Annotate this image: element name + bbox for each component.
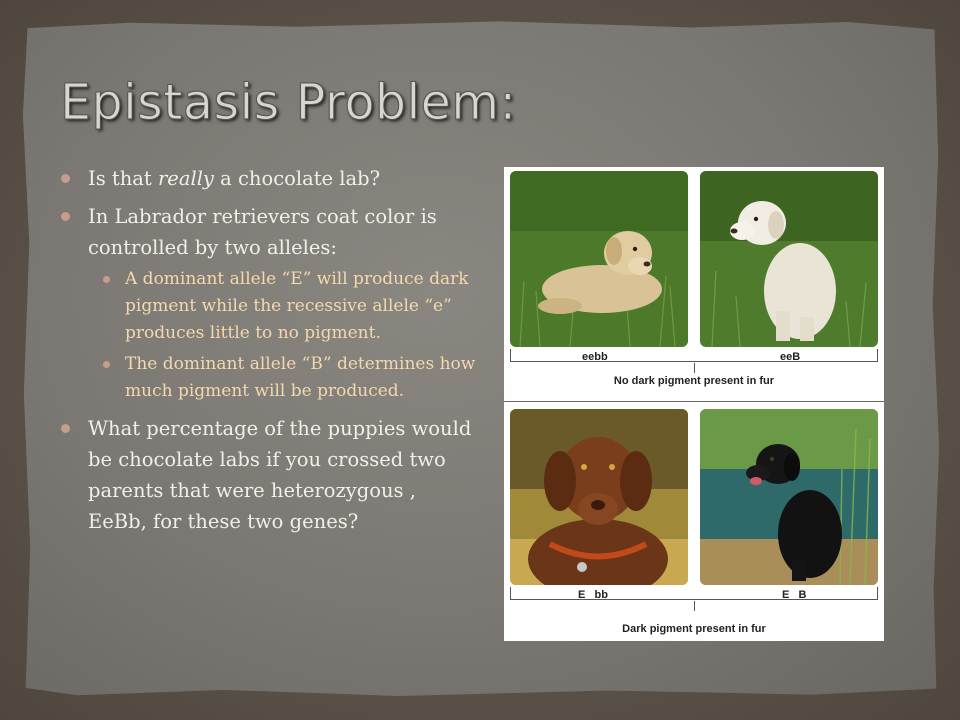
bullet-text-suffix: a chocolate lab? [213,167,381,190]
photo-yellow-lab-lying [510,171,688,347]
genotype-label-eebb: eebb [582,351,608,363]
figure-divider [504,401,884,402]
labrador-genotype-figure [504,167,884,641]
sub-bullet-dot-icon [103,361,110,368]
caption-no-dark-pigment: No dark pigment present in fur [613,375,775,387]
sub-bullet-allele-b [88,351,478,405]
bullet-dot-icon [61,424,70,433]
caption-dark-pigment: Dark pigment present in fur [622,623,766,635]
genotype-label-E-B: E B [782,589,807,601]
slide-title: Epistasis Problem: [60,74,517,131]
genotype-label-eeB: eeB [780,351,801,363]
bullet-dot-icon [61,212,70,221]
bullet-question [58,413,478,537]
main-bullet-list [58,163,478,537]
genotype-bracket-bottom [510,587,878,600]
photo-cream-lab-sitting [700,171,878,347]
sub-bullet-allele-e [88,266,478,347]
bracket-tick [694,363,695,373]
genotype-bracket-top [510,349,878,362]
bullet-text: In Labrador retrievers coat color is controlled by two alleles: [88,205,437,259]
sub-bullet-list [88,266,478,405]
photo-black-lab [700,409,878,585]
bullet-chocolate-question [58,163,478,194]
bracket-tick [694,601,695,611]
bullet-dot-icon [61,174,70,183]
bullet-text-emphasis: really [157,167,214,190]
bullet-coat-color [58,201,478,405]
photo-chocolate-lab [510,409,688,585]
sub-bullet-dot-icon [103,276,110,283]
bullet-text-prefix: Is that [88,167,158,190]
sub-bullet-text: A dominant allele “E” will produce dark pigment while the recessive allele “e” produces little to no pigment. [125,269,469,343]
bullet-text: What percentage of the puppies would be chocolate labs if you crossed two parents that were heterozygous , EeBb, for these two genes? [88,417,472,533]
sub-bullet-text: The dominant allele “B” determines how much pigment will be produced. [125,354,476,401]
bullet-content [58,163,478,544]
genotype-label-E-bb: E bb [578,589,608,601]
